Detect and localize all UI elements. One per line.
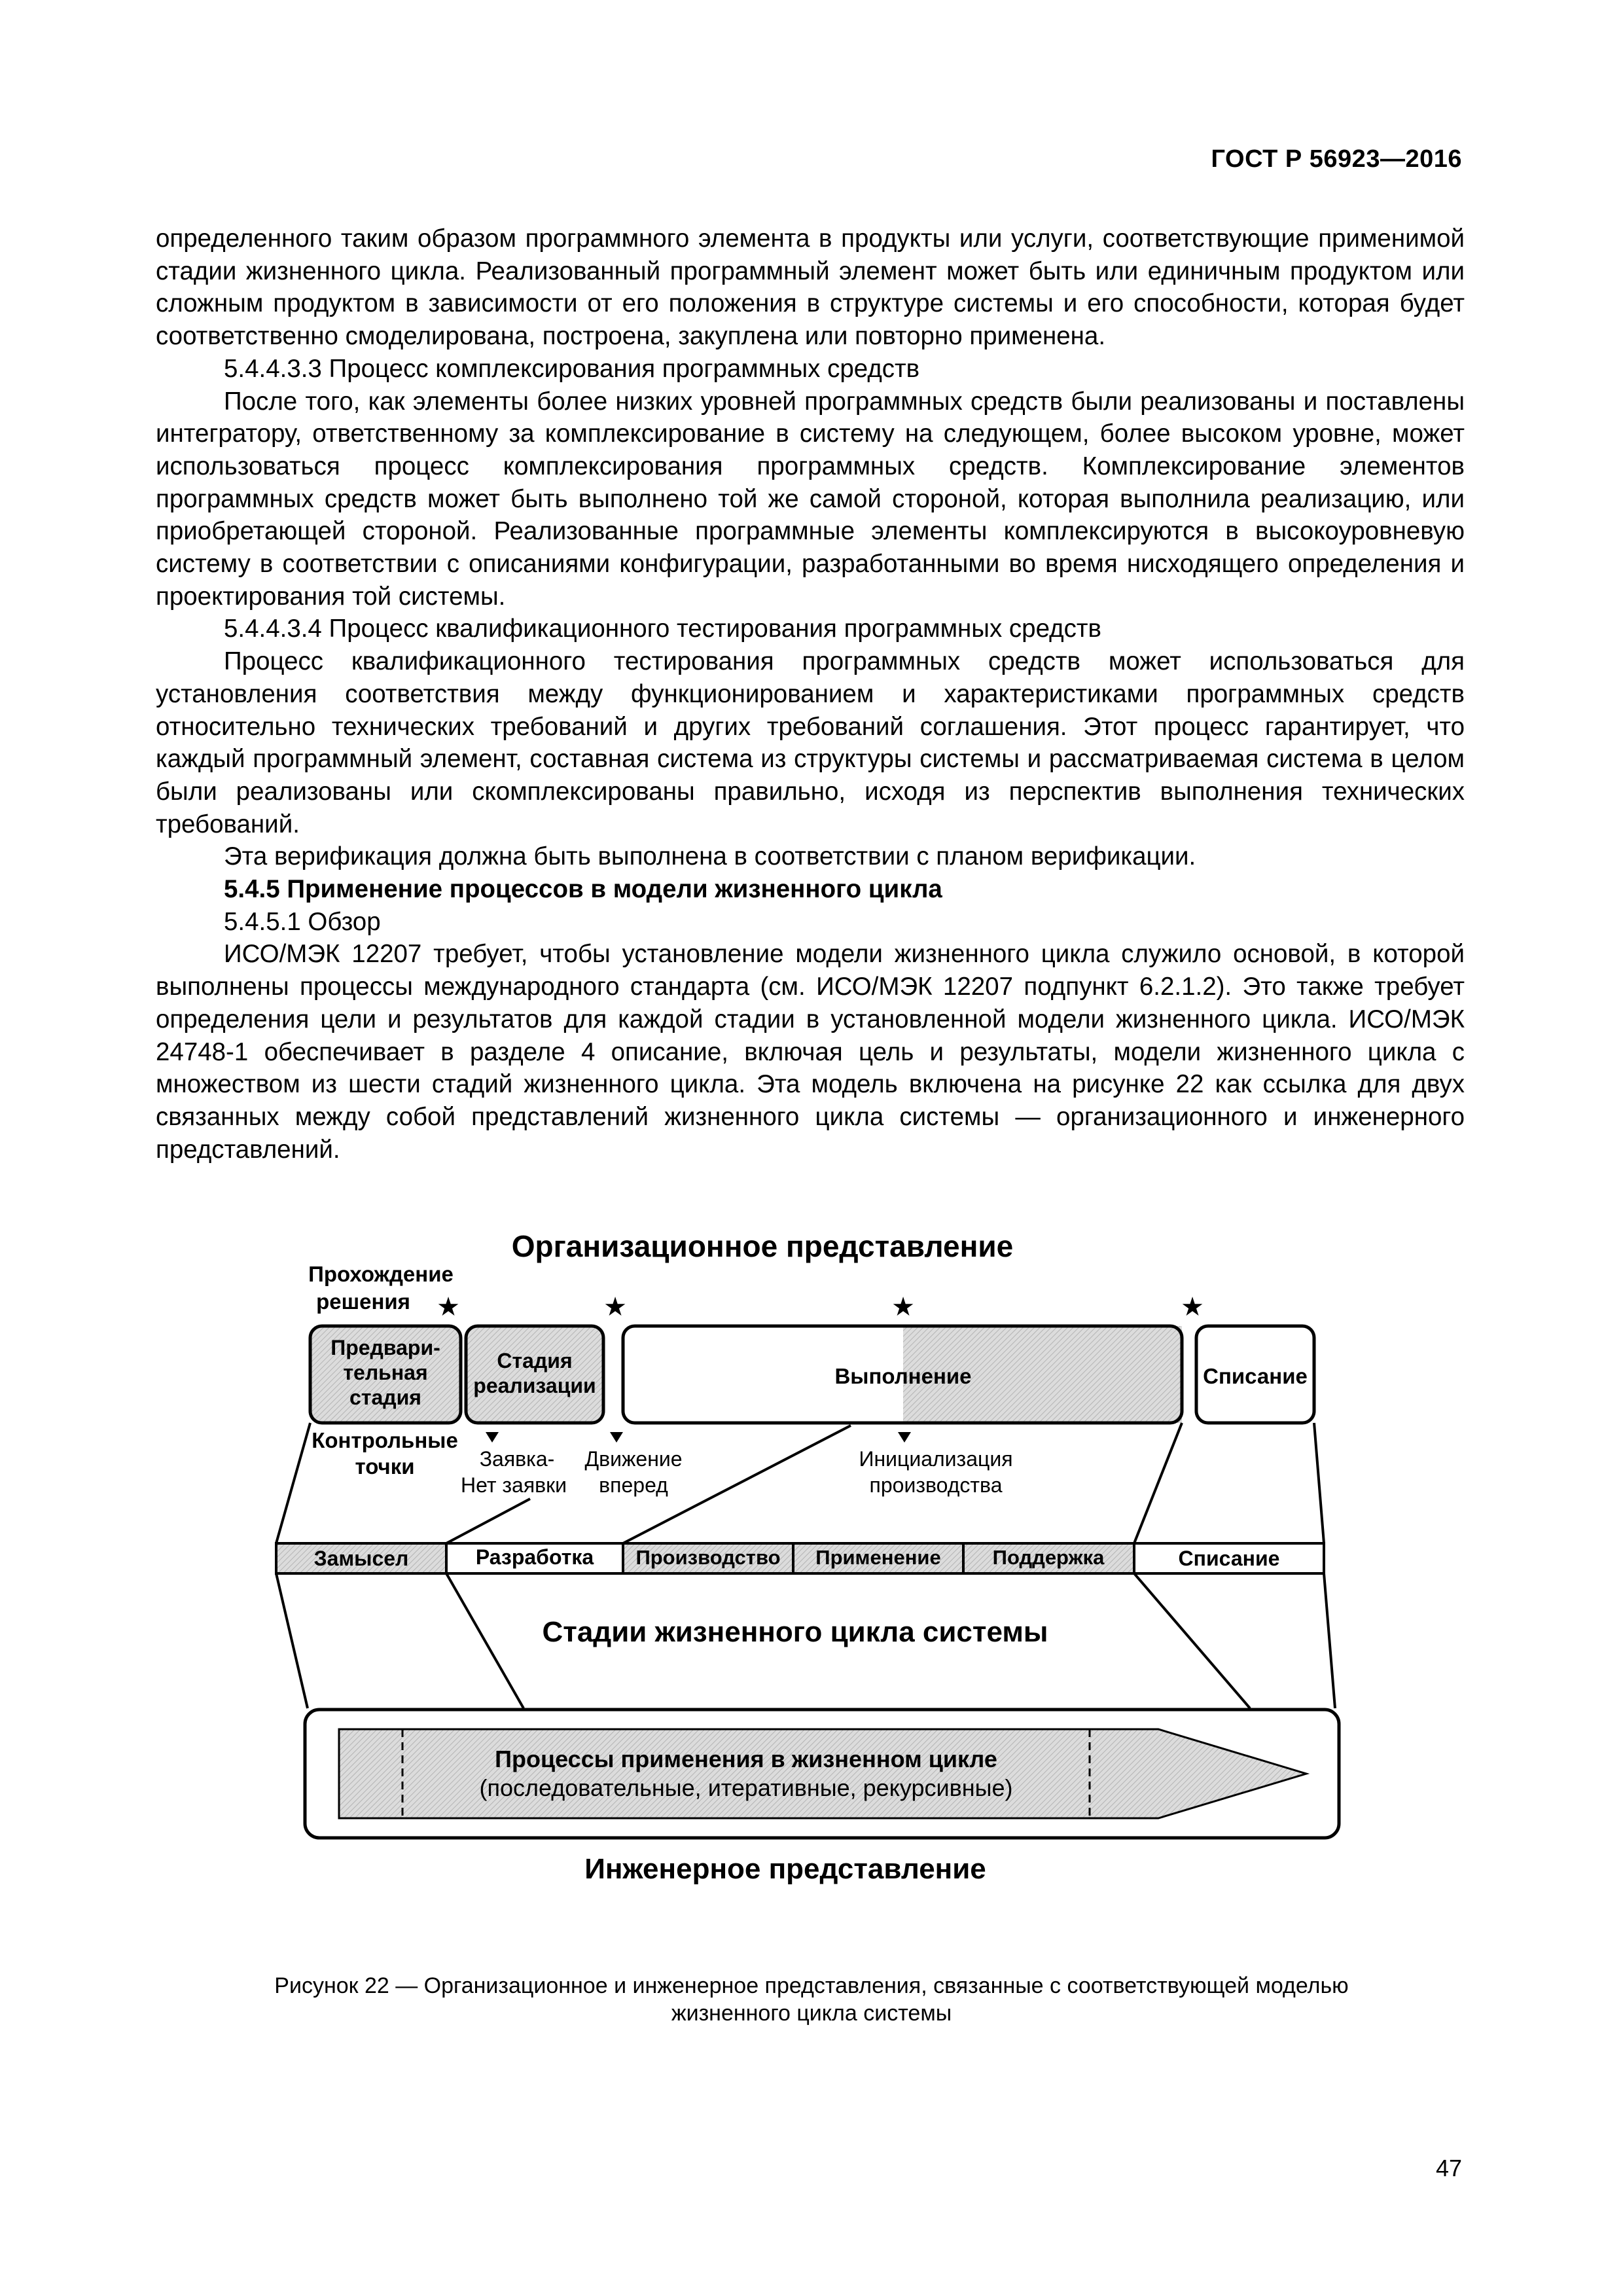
connector-line <box>1324 1573 1335 1708</box>
paragraph-continued: определенного таким образом программного элемента в продукты или услуги, соответствующие применимой стадии жизненного цикла. Реализованный программный элемент может быть или единичным продуктом или сложным продуктом в зависимости от его положения в структуре системы и его способности, которая будет соответственно смоделирована, построена, закуплена или повторно применена. <box>156 224 1465 351</box>
lc-stage-label: Разработка <box>475 1545 594 1569</box>
connector-line <box>1134 1573 1250 1708</box>
paragraph-integration: После того, как элементы более низких уровней программных средств были реализованы и поставлены интегратору, ответственному за комплексирование в систему на следующем, более высоком уровне, может использоваться процесс комплексирования программных средств. Комплексирование элементов программных средств может быть выполнено той же самой стороной, которая выполнила реализацию, или приобретающей стороной. Реализованные программные элементы комплексируются в высокоуровневую систему в соответствии с описаниями конфигурации, разработанными во время нисходящего определения и проектирования той системы. <box>156 387 1465 611</box>
process-arrow <box>339 1729 1306 1818</box>
lc-stage-label: Списание <box>1178 1547 1280 1570</box>
star-icon: ★ <box>603 1293 627 1321</box>
document-code: ГОСТ Р 56923—2016 <box>1211 145 1462 173</box>
connector-line <box>276 1573 308 1708</box>
forward-line2: вперед <box>599 1473 668 1497</box>
caption-line2: жизненного цикла системы <box>671 2001 952 2026</box>
prod-init-line1: Инициализация <box>859 1447 1013 1471</box>
decision-label-line2: решения <box>316 1289 410 1314</box>
processes-line2: (последовательные, итеративные, рекурсивные) <box>479 1774 1013 1801</box>
figure-caption <box>157 1972 1466 2027</box>
prod-init-line2: производства <box>869 1473 1003 1497</box>
subsection-heading-5-4-5-1: 5.4.5.1 Обзор <box>224 907 381 936</box>
stage-prelim-line2: тельная <box>343 1361 428 1384</box>
stage-impl-line2: реализации <box>473 1374 596 1397</box>
checkpoint-marker-icon <box>898 1432 911 1443</box>
lc-stage-label: Поддержка <box>992 1546 1105 1569</box>
subsection-heading-5-4-4-3-3: 5.4.4.3.3 Процесс комплексирования программных средств <box>224 354 920 383</box>
body-text <box>156 223 1465 1166</box>
section-heading-5-4-5: 5.4.5 Применение процессов в модели жизненного цикла <box>224 875 942 904</box>
checkpoint-marker-icon <box>486 1432 499 1443</box>
stage-impl-line1: Стадия <box>497 1349 573 1372</box>
connector-line <box>446 1499 530 1543</box>
connector-line <box>1314 1423 1324 1543</box>
subsection-heading-5-4-4-3-4: 5.4.4.3.4 Процесс квалификационного тестирования программных средств <box>224 615 1101 643</box>
lc-stage-label: Замысел <box>313 1547 409 1570</box>
star-icon: ★ <box>437 1293 460 1321</box>
paragraph-qualification: Процесс квалификационного тестирования программных средств может использоваться для установления соответствия между функционированием и характеристиками программных средств относительно технических требований и других требований соглашения. Этот процесс гарантирует, что каждый программный элемент, составная система из структуры системы и рассматриваемая система в целом были реализованы или скомплексированы правильно, исходя из перспектив выполнения технических требований. <box>156 647 1465 838</box>
lc-stage-label: Производство <box>635 1546 781 1569</box>
stage-execution-label: Выполнение <box>834 1364 972 1388</box>
lifecycle-title: Стадии жизненного цикла системы <box>542 1616 1048 1648</box>
star-icon: ★ <box>891 1293 915 1321</box>
org-view-title: Организационное представление <box>511 1229 1014 1263</box>
checkpoints-line2: точки <box>355 1454 415 1479</box>
star-icon: ★ <box>1181 1293 1204 1321</box>
paragraph-overview: ИСО/МЭК 12207 требует, чтобы установление модели жизненного цикла служило основой, в которой выполнены процессы международного стандарта (см. ИСО/МЭК 12207 подпункт 6.2.1.2). Это также требует определения цели и результатов для каждой стадии в установленной модели жизненного цикла. ИСО/МЭК 24748-1 обеспечивает в разделе 4 описание, включая цель и результаты, модели жизненного цикла с множеством из шести стадий жизненного цикла. Эта модель включена на рисунке 22 как ссылка для двух связанных между собой представлений жизненного цикла системы — организационного и инженерного представлений. <box>156 940 1465 1164</box>
forward-line1: Движение <box>584 1447 683 1471</box>
engineering-view-title: Инженерное представление <box>584 1853 986 1885</box>
stage-prelim-line1: Предвари- <box>330 1336 440 1359</box>
caption-line1: Рисунок 22 — Организационное и инженерное представления, связанные с соответствующей моделью <box>274 1973 1349 1998</box>
checkpoints-line1: Контрольные <box>312 1428 458 1452</box>
connector-line <box>276 1423 310 1543</box>
connector-line <box>446 1573 524 1708</box>
paragraph-verification: Эта верификация должна быть выполнена в соответствии с планом верификации. <box>224 842 1196 871</box>
decision-label-line1: Прохождение <box>308 1262 454 1286</box>
processes-line1: Процессы применения в жизненном цикле <box>495 1746 997 1772</box>
figure-22 <box>0 1217 1623 1911</box>
stage-retire-label: Списание <box>1203 1364 1308 1388</box>
stage-prelim-line3: стадия <box>349 1386 421 1409</box>
bid-line2: Нет заявки <box>460 1473 567 1497</box>
page-number: 47 <box>1435 2155 1462 2181</box>
checkpoint-marker-icon <box>610 1432 623 1443</box>
bid-line1: Заявка- <box>479 1447 555 1471</box>
lc-stage-label: Применение <box>815 1546 941 1569</box>
connector-line <box>1134 1423 1182 1543</box>
